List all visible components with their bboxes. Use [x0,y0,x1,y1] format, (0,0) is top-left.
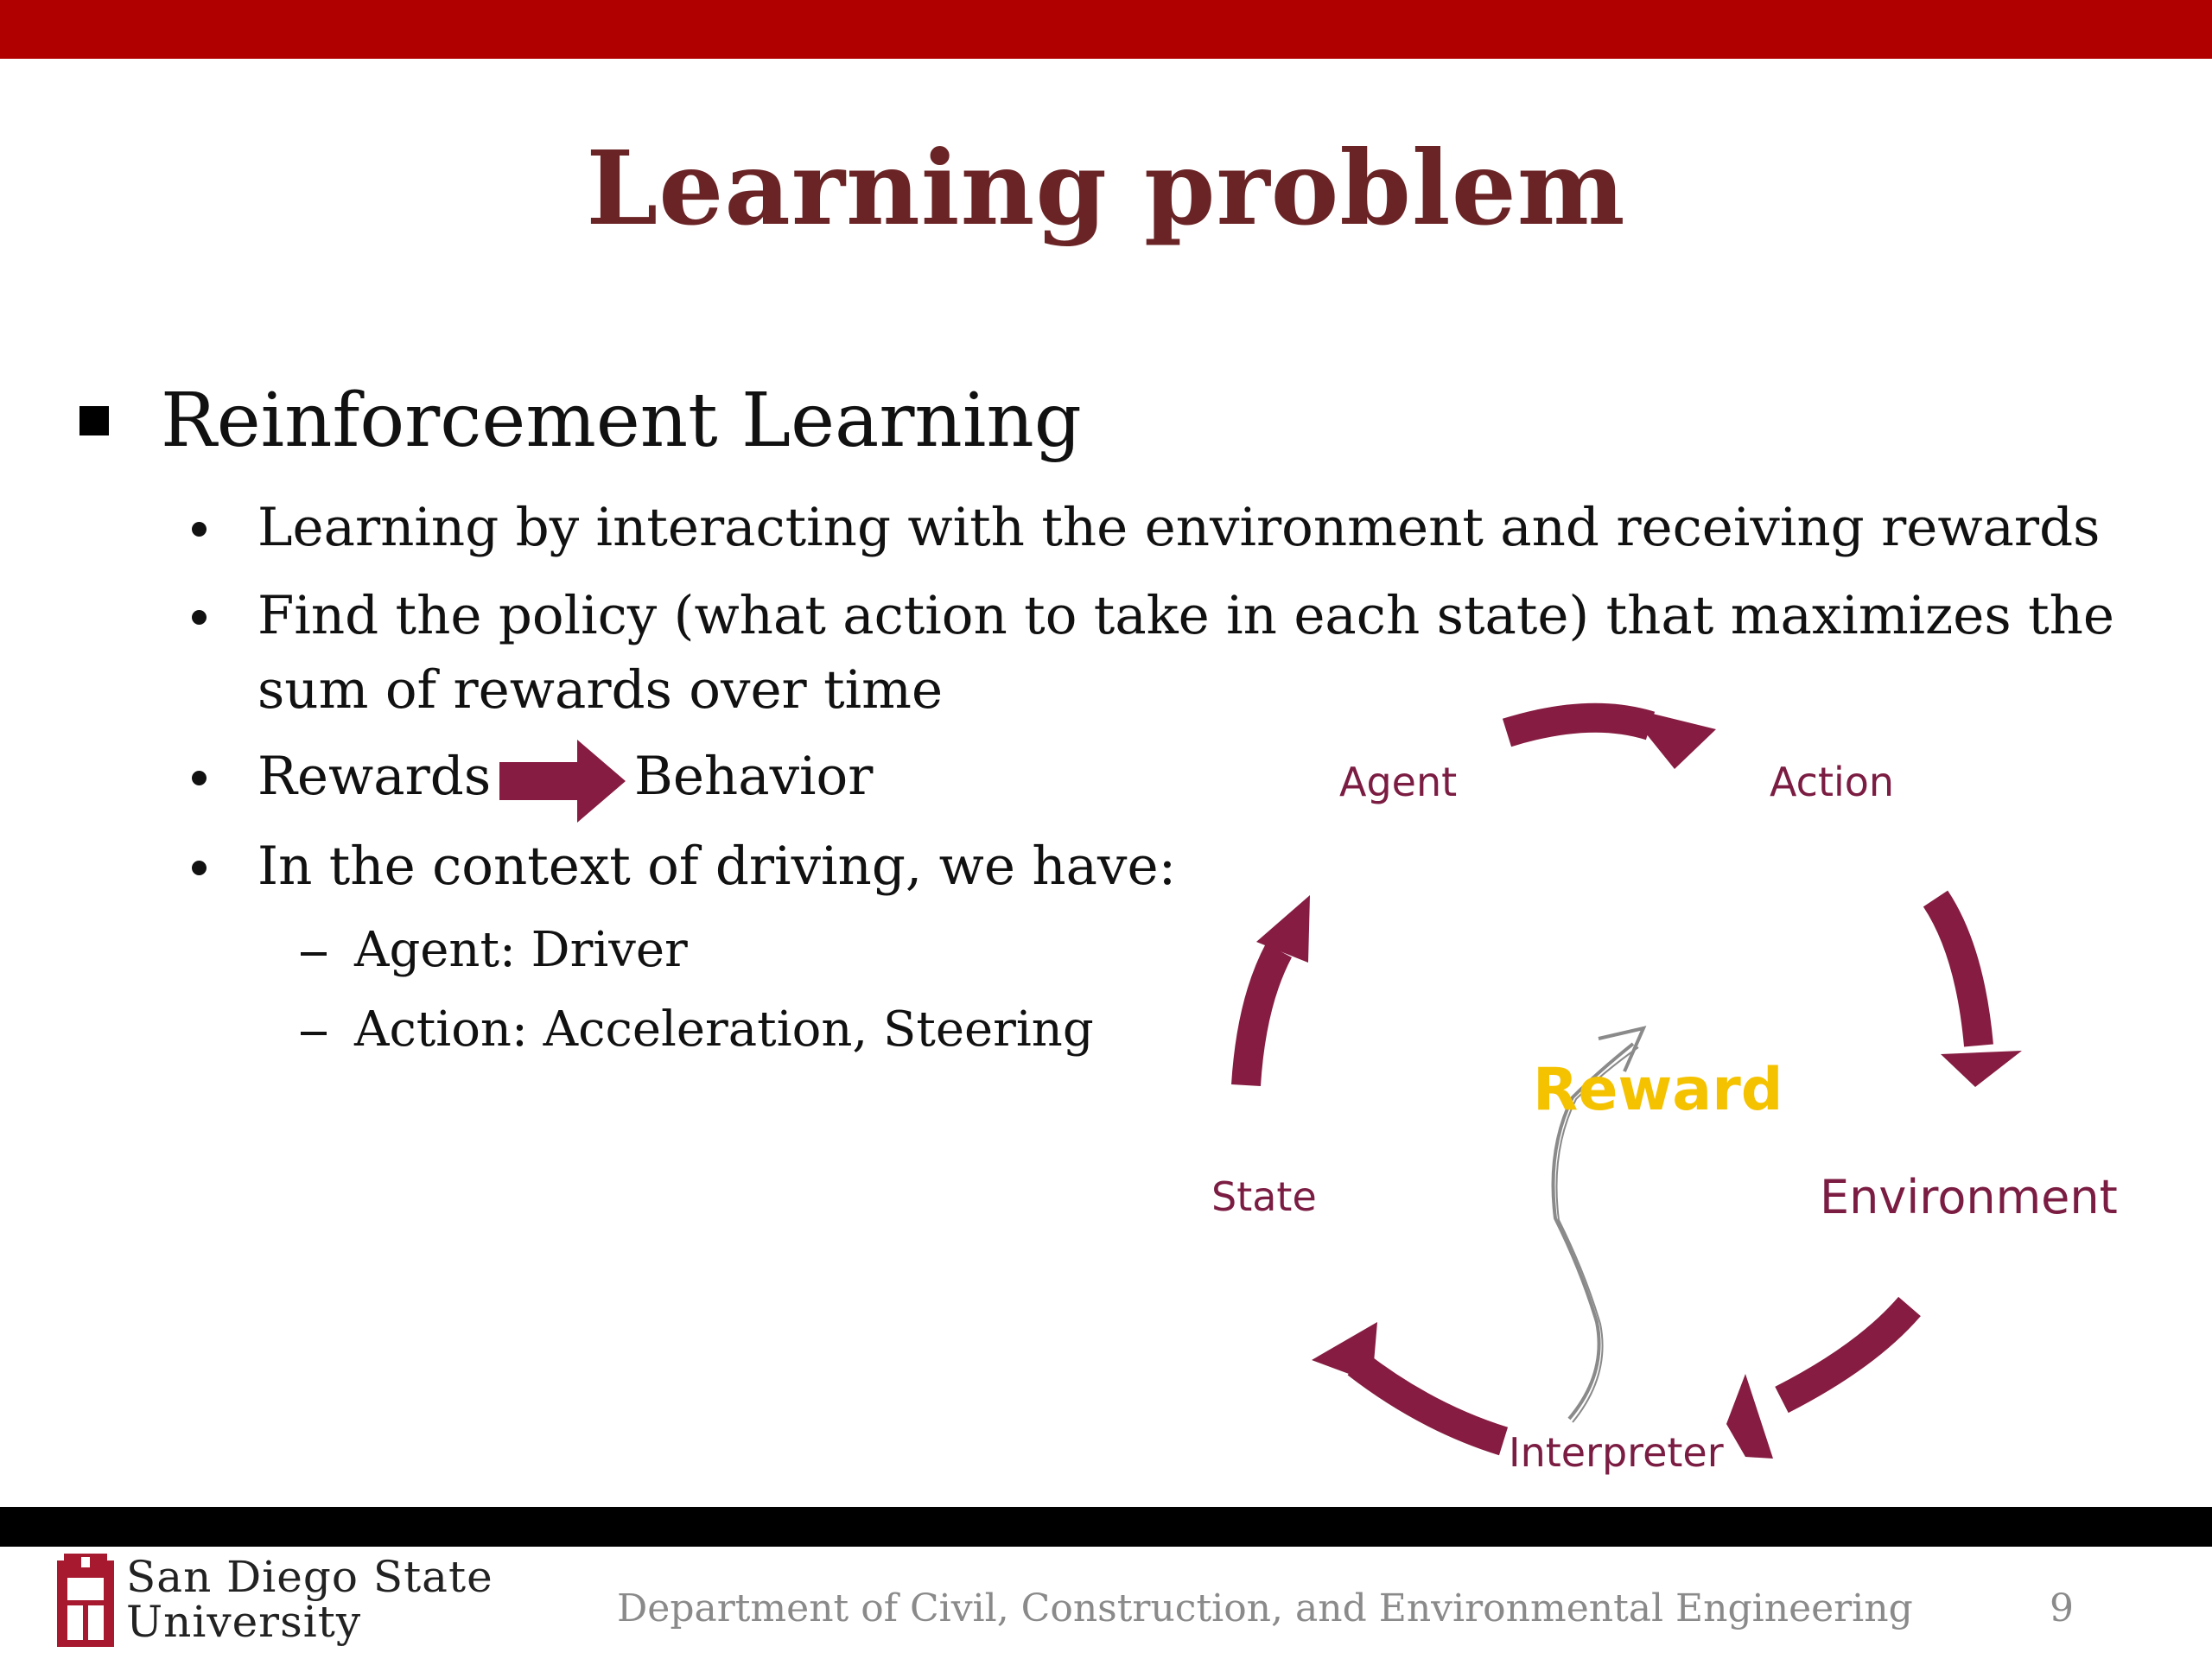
arrow-environment-to-interpreter [1782,1306,1910,1400]
arrow-action-to-environment [1936,899,1979,1046]
label-agent: Agent [1339,759,1458,805]
footer-department: Department of Civil, Construction, and Environmental Engineering [617,1586,1913,1630]
main-bullet-text: Reinforcement Learning [161,378,1082,464]
bullet-dot-icon [192,771,207,785]
label-environment: Environment [1820,1170,2118,1224]
wordmark-line-1: San Diego State [126,1552,493,1602]
arrowhead-interpreter-icon [1726,1374,1773,1459]
slide-title: Learning problem [586,128,1626,248]
arrowhead-environment-icon [1941,1051,2022,1087]
sub-bullet-2-continued: sum of rewards over time [257,659,944,721]
bullet-dot-icon [192,610,207,625]
bullet-dot-icon [192,861,207,875]
arrowhead-state-icon [1312,1322,1377,1382]
label-action: Action [1770,759,1895,805]
sub-bullet-2: Find the policy (what action to take in each state) that maximizes the [257,585,2114,646]
page-number: 9 [2050,1586,2074,1630]
footer-bar [0,1507,2212,1547]
wordmark-line-2: University [126,1597,362,1647]
arrowhead-action-icon [1624,707,1716,769]
arrow-state-to-agent [1246,950,1279,1085]
dash-bullet-icon [301,952,327,956]
context-bullet: In the context of driving, we have: [257,836,1177,897]
dash-bullet-icon [301,1032,327,1035]
action-item: Action: Acceleration, Steering [354,1001,1094,1058]
label-interpreter: Interpreter [1509,1429,1724,1476]
arrow-interpreter-to-state [1357,1363,1503,1441]
square-bullet-icon [79,406,109,435]
agent-driver-item: Agent: Driver [354,922,688,978]
right-arrow-icon [499,740,626,823]
label-reward: Reward [1533,1056,1783,1124]
university-wordmark [126,1552,493,1647]
bullet-dot-icon [192,522,207,537]
rewards-word: Rewards [257,746,492,807]
label-state: State [1211,1173,1317,1220]
arrow-agent-to-action [1507,718,1650,733]
behavior-word: Behavior [634,746,874,807]
university-seal-logo-icon [55,1552,116,1649]
sub-bullet-1: Learning by interacting with the environment and receiving rewards [257,497,2101,558]
